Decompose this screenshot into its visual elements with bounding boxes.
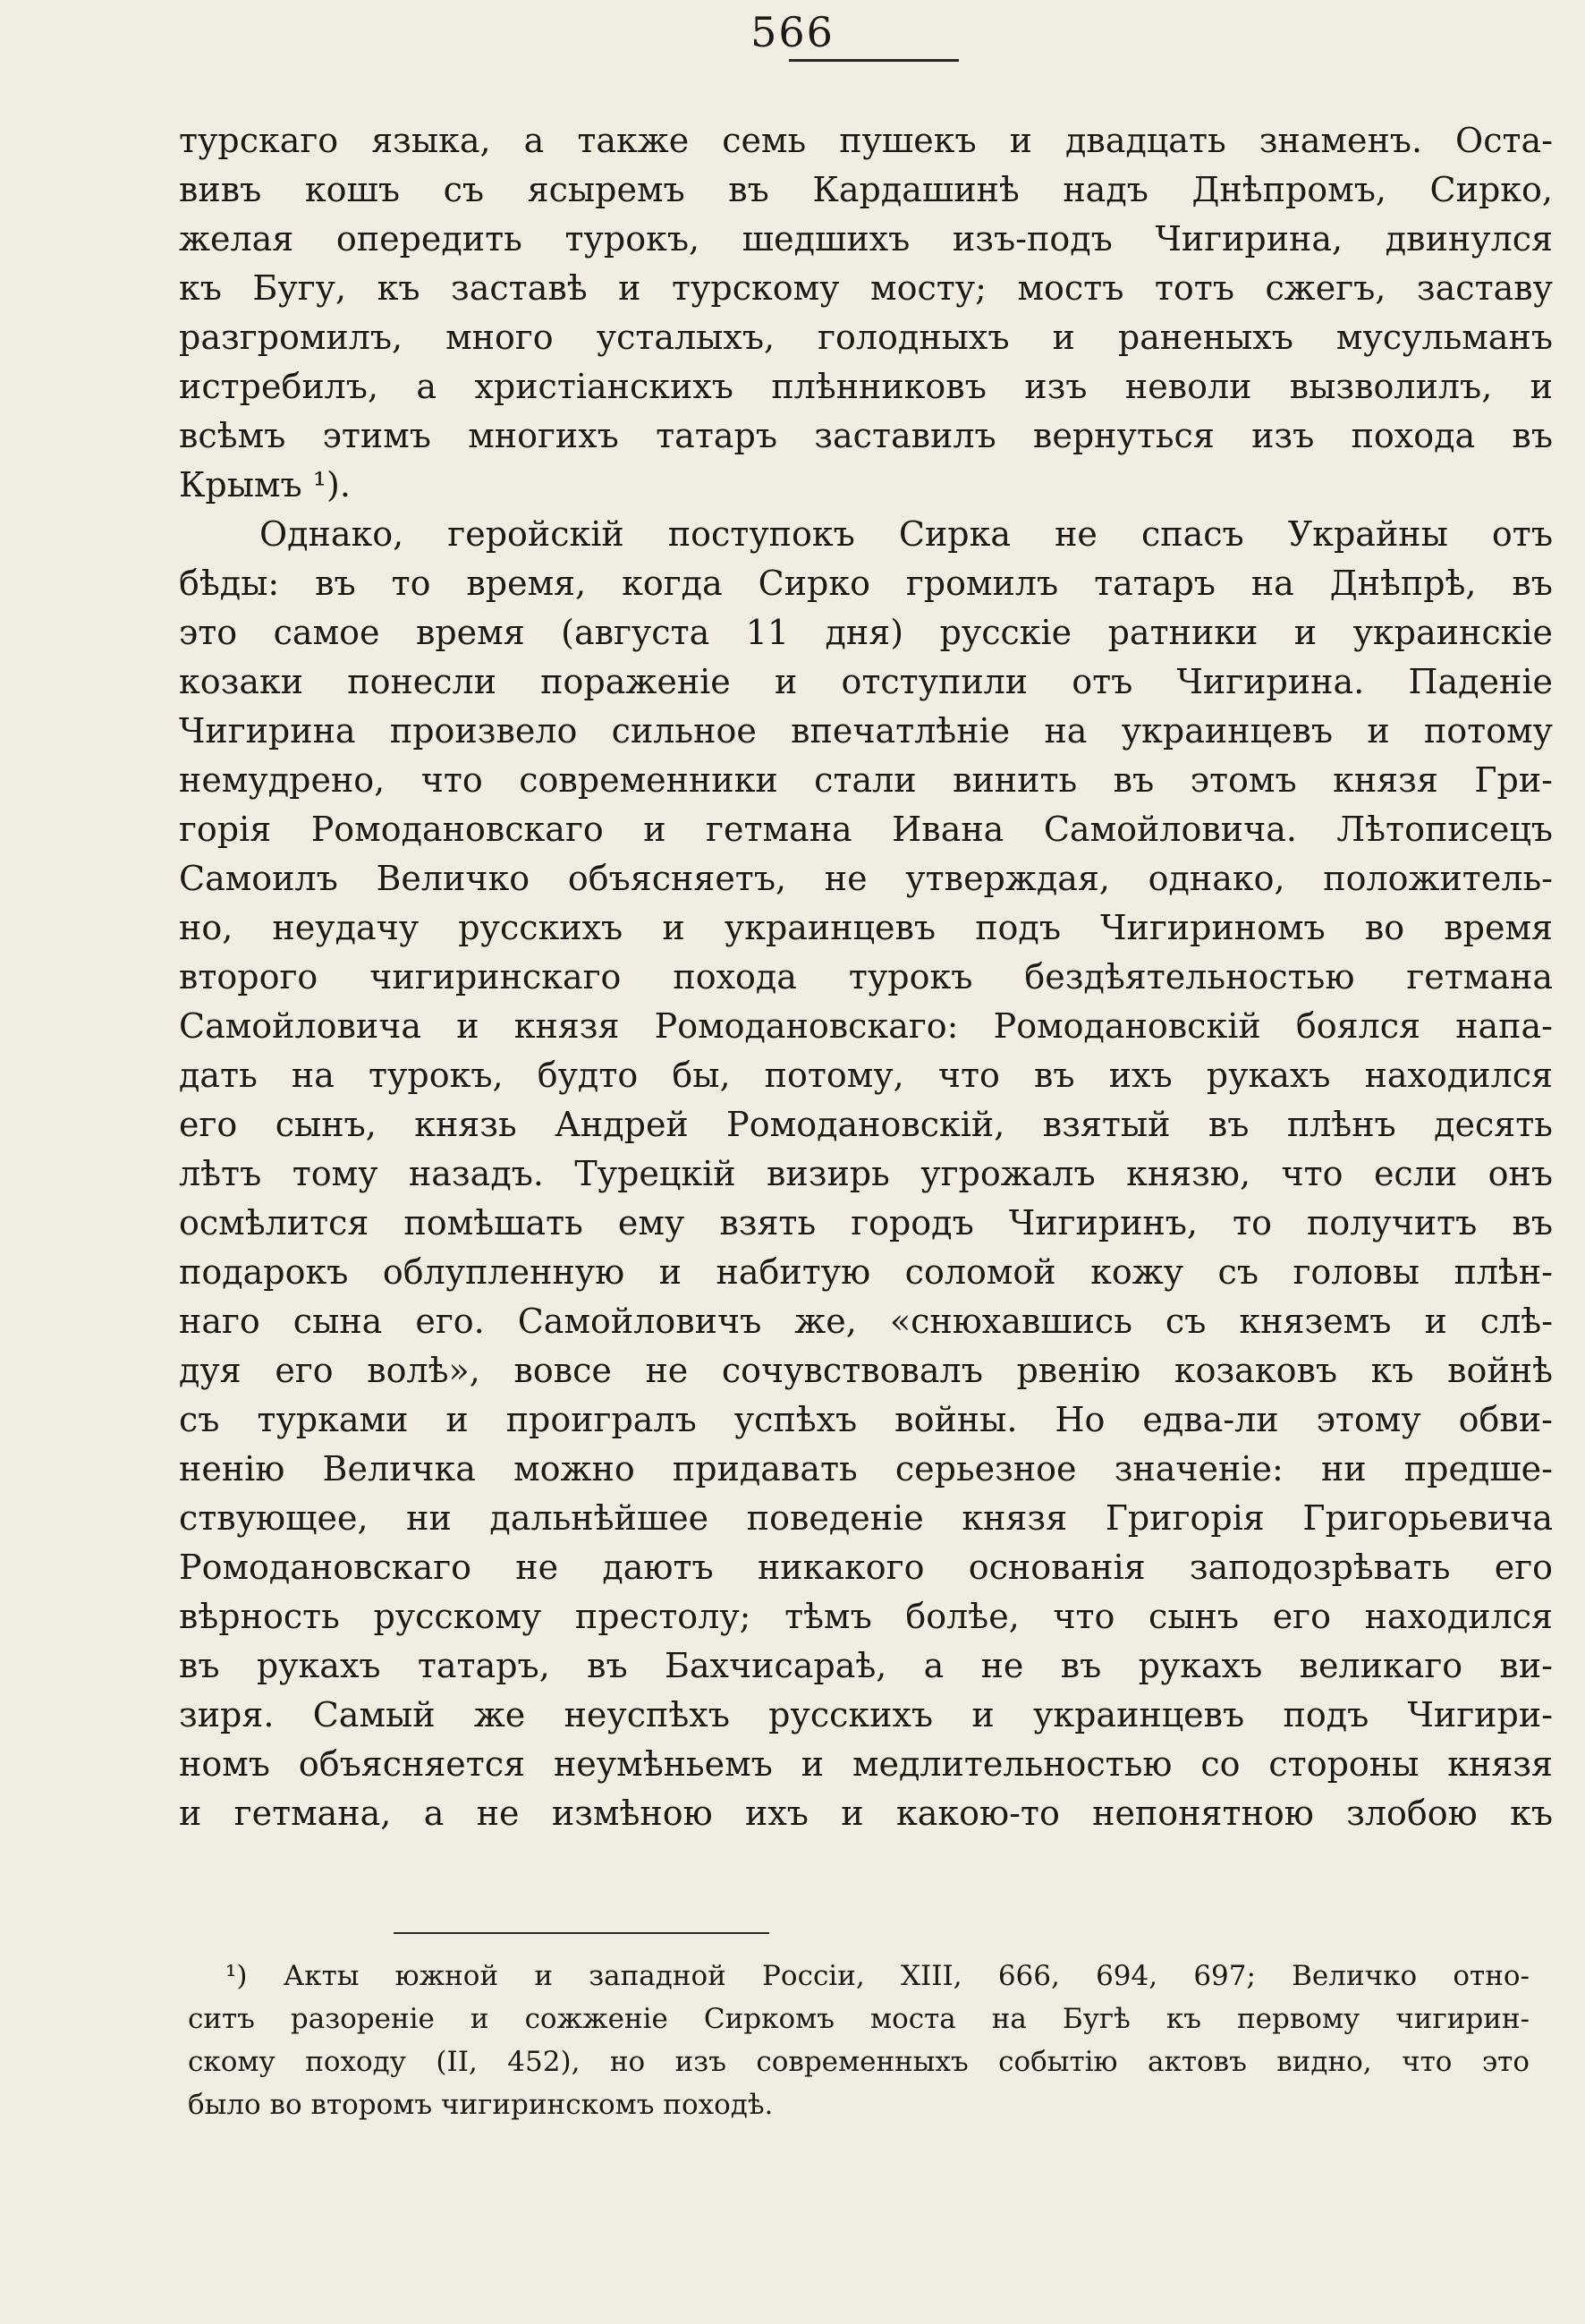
- body-line: въ рукахъ татаръ, въ Бахчисараѣ, а не въ рукахъ великаго ви-: [179, 1646, 1553, 1685]
- body-line: къ Бугу, къ заставѣ и турскому мосту; мостъ тотъ сжегъ, заставу: [179, 268, 1553, 308]
- body-text: [179, 116, 1553, 1838]
- body-line: Крымъ ¹).: [179, 465, 351, 505]
- footnote: [188, 1955, 1530, 2126]
- body-line: наго сына его. Самойловичъ же, «снюхавшись съ княземъ и слѣ-: [179, 1302, 1553, 1341]
- body-line: дуя его волѣ», вовсе не сочувствовалъ рвенію козаковъ къ войнѣ: [179, 1351, 1553, 1390]
- body-line: лѣтъ тому назадъ. Турецкій визирь угрожалъ князю, что если онъ: [179, 1154, 1553, 1193]
- body-line: подарокъ облупленную и набитую соломой кожу съ головы плѣн-: [179, 1252, 1553, 1292]
- header-rule: [789, 59, 959, 62]
- body-line: всѣмъ этимъ многихъ татаръ заставилъ вернуться изъ похода въ: [179, 416, 1553, 455]
- footnote-line: ситъ разореніе и сожженіе Сиркомъ моста на Бугѣ къ первому чигирин-: [188, 2003, 1530, 2035]
- body-line: немудрено, что современники стали винить въ этомъ князя Гри-: [179, 760, 1553, 800]
- body-line: горія Ромодановскаго и гетмана Ивана Самойловича. Лѣтописецъ: [179, 810, 1553, 849]
- body-line: Чигирина произвело сильное впечатлѣніе на украинцевъ и потому: [179, 711, 1553, 751]
- footnote-line: ¹) Акты южной и западной Россіи, XIII, 666, 694, 697; Величко отно-: [225, 1960, 1530, 1992]
- body-line: дать на турокъ, будто бы, потому, что въ ихъ рукахъ находился: [179, 1056, 1553, 1095]
- body-line: его сынъ, князь Андрей Ромодановскій, взятый въ плѣнъ десять: [179, 1105, 1553, 1144]
- footnote-line: было во второмъ чигиринскомъ походѣ.: [188, 2089, 774, 2121]
- page-number: 566: [750, 8, 835, 56]
- body-line: ненію Величка можно придавать серьезное значеніе: ни предше-: [179, 1449, 1553, 1489]
- body-line: разгромилъ, много усталыхъ, голодныхъ и раненыхъ мусульманъ: [179, 318, 1553, 357]
- body-line: вѣрность русскому престолу; тѣмъ болѣе, что сынъ его находился: [179, 1597, 1553, 1636]
- body-line: бѣды: въ то время, когда Сирко громилъ татаръ на Днѣпрѣ, въ: [179, 564, 1553, 603]
- paragraph-start-line: Однако, геройскій поступокъ Сирка не спасъ Украйны отъ: [259, 514, 1553, 554]
- body-line: Самойловича и князя Ромодановскаго: Ромодановскій боялся напа-: [179, 1006, 1553, 1046]
- body-line: это самое время (августа 11 дня) русскіе ратники и украинскіе: [179, 613, 1553, 652]
- body-line: Самоилъ Величко объясняетъ, не утверждая, однако, положитель-: [179, 859, 1553, 898]
- body-line: но, неудачу русскихъ и украинцевъ подъ Чигириномъ во время: [179, 908, 1553, 947]
- body-line: Ромодановскаго не даютъ никакого основанія заподозрѣвать его: [179, 1548, 1553, 1587]
- body-line: номъ объясняется неумѣньемъ и медлительностью со стороны князя: [179, 1744, 1553, 1784]
- footnote-rule: [394, 1932, 769, 1934]
- body-line: зиря. Самый же неуспѣхъ русскихъ и украинцевъ подъ Чигири-: [179, 1695, 1553, 1735]
- body-line: и гетмана, а не измѣною ихъ и какою-то непонятною злобою къ: [179, 1794, 1553, 1833]
- body-line: осмѣлится помѣшать ему взять городъ Чигиринъ, то получитъ въ: [179, 1203, 1553, 1243]
- body-line: ствующее, ни дальнѣйшее поведеніе князя Григорія Григорьевича: [179, 1498, 1553, 1538]
- body-line: желая опередить турокъ, шедшихъ изъ-подъ Чигирина, двинулся: [179, 219, 1553, 259]
- body-line: истребилъ, а христіанскихъ плѣнниковъ изъ неволи вызволилъ, и: [179, 367, 1553, 406]
- body-line: турскаго языка, а также семь пушекъ и двадцать знаменъ. Оста-: [179, 121, 1553, 160]
- body-line: вивъ кошъ съ ясыремъ въ Кардашинѣ надъ Днѣпромъ, Сирко,: [179, 170, 1553, 209]
- body-line: съ турками и проигралъ успѣхъ войны. Но едва-ли этому обви-: [179, 1400, 1553, 1439]
- body-line: второго чигиринскаго похода турокъ бездѣятельностью гетмана: [179, 957, 1553, 997]
- body-line: козаки понесли пораженіе и отступили отъ Чигирина. Паденіе: [179, 662, 1553, 701]
- footnote-line: скому походу (II, 452), но изъ современныхъ событію актовъ видно, что это: [188, 2046, 1530, 2078]
